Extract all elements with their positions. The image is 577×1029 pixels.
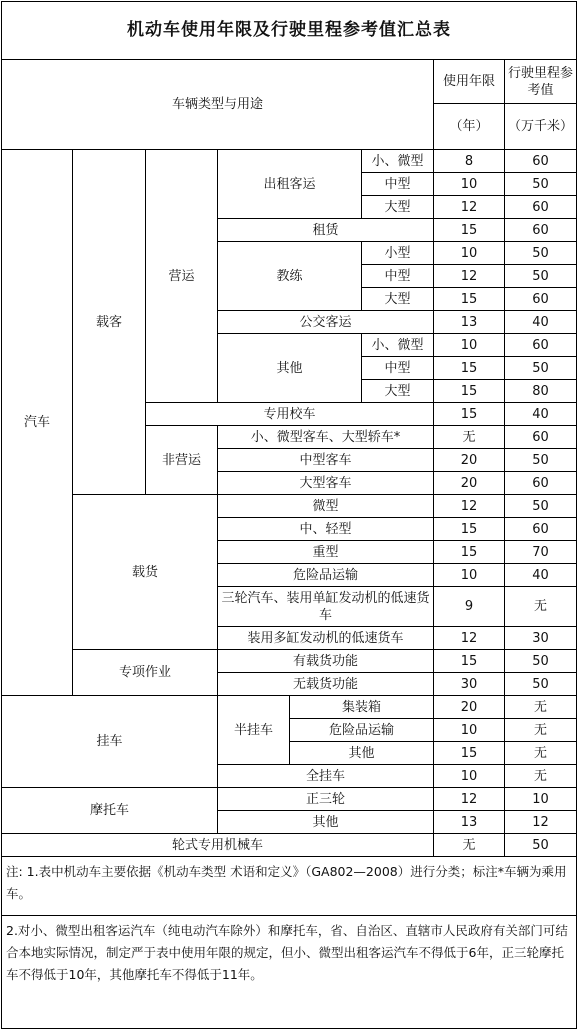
vehicle-label: 微型 <box>218 495 434 518</box>
page-title: 机动车使用年限及行驶里程参考值汇总表 <box>2 2 577 60</box>
mileage-value: 40 <box>505 564 577 587</box>
years-value: 10 <box>434 765 505 788</box>
vehicle-label: 危险品运输 <box>290 719 434 742</box>
years-value: 15 <box>434 357 505 380</box>
vehicle-label: 装用多缸发动机的低速货车 <box>218 627 434 650</box>
years-value: 12 <box>434 265 505 288</box>
vehicle-label: 危险品运输 <box>218 564 434 587</box>
category-bus: 公交客运 <box>218 311 434 334</box>
years-value: 10 <box>434 334 505 357</box>
mileage-value: 50 <box>505 265 577 288</box>
mileage-value: 无 <box>505 587 577 627</box>
mileage-value: 无 <box>505 719 577 742</box>
note-2: 2.对小、微型出租客运汽车（纯电动汽车除外）和摩托车，省、自治区、直辖市人民政府有关部门可结合本地实际情况，制定严于表中使用年限的规定，但小、微型出租客运汽车不得低于6年，正三轮摩托车不得低于10年，其他摩托车不得低于11年。 <box>2 916 577 1029</box>
mileage-value: 80 <box>505 380 577 403</box>
mileage-value: 60 <box>505 426 577 449</box>
mileage-value: 无 <box>505 742 577 765</box>
table-row <box>2 834 577 857</box>
size-label: 小、微型 <box>362 150 434 173</box>
header-years-unit: （年） <box>434 104 505 150</box>
table-row <box>2 2 577 60</box>
vehicle-label: 中、轻型 <box>218 518 434 541</box>
years-value: 8 <box>434 150 505 173</box>
mileage-value: 60 <box>505 196 577 219</box>
size-label: 大型 <box>362 288 434 311</box>
category-training: 教练 <box>218 242 362 311</box>
years-value: 15 <box>434 288 505 311</box>
mileage-value: 12 <box>505 811 577 834</box>
years-value: 10 <box>434 173 505 196</box>
table-row <box>2 788 577 811</box>
years-value: 15 <box>434 219 505 242</box>
vehicle-lifespan-table <box>1 1 577 1029</box>
years-value: 9 <box>434 587 505 627</box>
header-mileage: 行驶里程参考值 <box>505 60 577 104</box>
years-value: 无 <box>434 426 505 449</box>
table-row <box>2 60 577 104</box>
years-value: 20 <box>434 696 505 719</box>
category-rental: 租赁 <box>218 219 434 242</box>
mileage-value: 60 <box>505 219 577 242</box>
vehicle-label: 中型客车 <box>218 449 434 472</box>
mileage-value: 50 <box>505 173 577 196</box>
years-value: 15 <box>434 650 505 673</box>
mileage-value: 无 <box>505 765 577 788</box>
years-value: 15 <box>434 380 505 403</box>
mileage-value: 50 <box>505 834 577 857</box>
size-label: 中型 <box>362 357 434 380</box>
size-label: 大型 <box>362 380 434 403</box>
mileage-value: 40 <box>505 403 577 426</box>
years-value: 30 <box>434 673 505 696</box>
category-trailer: 挂车 <box>2 696 218 788</box>
table-row <box>2 916 577 1029</box>
mileage-value: 50 <box>505 242 577 265</box>
category-car: 汽车 <box>2 150 73 696</box>
years-value: 10 <box>434 242 505 265</box>
category-wheeled-machinery: 轮式专用机械车 <box>2 834 434 857</box>
vehicle-label: 重型 <box>218 541 434 564</box>
mileage-value: 40 <box>505 311 577 334</box>
years-value: 15 <box>434 742 505 765</box>
vehicle-label: 大型客车 <box>218 472 434 495</box>
mileage-value: 30 <box>505 627 577 650</box>
size-label: 中型 <box>362 173 434 196</box>
header-years: 使用年限 <box>434 60 505 104</box>
years-value: 13 <box>434 811 505 834</box>
mileage-value: 60 <box>505 334 577 357</box>
years-value: 12 <box>434 495 505 518</box>
mileage-value: 无 <box>505 696 577 719</box>
vehicle-label: 其他 <box>290 742 434 765</box>
category-full-trailer: 全挂车 <box>218 765 434 788</box>
category-motorcycle: 摩托车 <box>2 788 218 834</box>
years-value: 10 <box>434 719 505 742</box>
table-row <box>2 495 577 518</box>
years-value: 无 <box>434 834 505 857</box>
category-commercial: 营运 <box>146 150 218 403</box>
mileage-value: 70 <box>505 541 577 564</box>
mileage-value: 60 <box>505 518 577 541</box>
size-label: 小型 <box>362 242 434 265</box>
table-row <box>2 696 577 719</box>
mileage-value: 50 <box>505 495 577 518</box>
note-1: 注: 1.表中机动车主要依据《机动车类型 术语和定义》（GA802—2008）进行分类；标注*车辆为乘用车。 <box>2 857 577 916</box>
mileage-value: 50 <box>505 673 577 696</box>
years-value: 20 <box>434 472 505 495</box>
table-row <box>2 857 577 916</box>
years-value: 15 <box>434 541 505 564</box>
table-row <box>2 650 577 673</box>
category-special-operation: 专项作业 <box>73 650 218 696</box>
mileage-value: 60 <box>505 288 577 311</box>
header-type-purpose: 车辆类型与用途 <box>2 60 434 150</box>
category-cargo: 载货 <box>73 495 218 650</box>
vehicle-label: 其他 <box>218 811 434 834</box>
mileage-value: 60 <box>505 150 577 173</box>
mileage-value: 50 <box>505 357 577 380</box>
vehicle-label: 三轮汽车、装用单缸发动机的低速货车 <box>218 587 434 627</box>
size-label: 大型 <box>362 196 434 219</box>
category-taxi: 出租客运 <box>218 150 362 219</box>
mileage-value: 60 <box>505 472 577 495</box>
years-value: 12 <box>434 196 505 219</box>
mileage-value: 10 <box>505 788 577 811</box>
years-value: 13 <box>434 311 505 334</box>
years-value: 12 <box>434 788 505 811</box>
table-row <box>2 150 577 173</box>
years-value: 15 <box>434 403 505 426</box>
years-value: 15 <box>434 518 505 541</box>
mileage-value: 50 <box>505 449 577 472</box>
category-passenger: 载客 <box>73 150 146 495</box>
header-mileage-unit: （万千米） <box>505 104 577 150</box>
vehicle-label: 无载货功能 <box>218 673 434 696</box>
vehicle-label: 集装箱 <box>290 696 434 719</box>
category-semi-trailer: 半挂车 <box>218 696 290 765</box>
size-label: 小、微型 <box>362 334 434 357</box>
category-school-bus: 专用校车 <box>146 403 434 426</box>
size-label: 中型 <box>362 265 434 288</box>
years-value: 12 <box>434 627 505 650</box>
category-non-commercial: 非营运 <box>146 426 218 495</box>
category-other: 其他 <box>218 334 362 403</box>
vehicle-label: 正三轮 <box>218 788 434 811</box>
years-value: 10 <box>434 564 505 587</box>
vehicle-label: 有载货功能 <box>218 650 434 673</box>
vehicle-label: 小、微型客车、大型轿车* <box>218 426 434 449</box>
mileage-value: 50 <box>505 650 577 673</box>
years-value: 20 <box>434 449 505 472</box>
